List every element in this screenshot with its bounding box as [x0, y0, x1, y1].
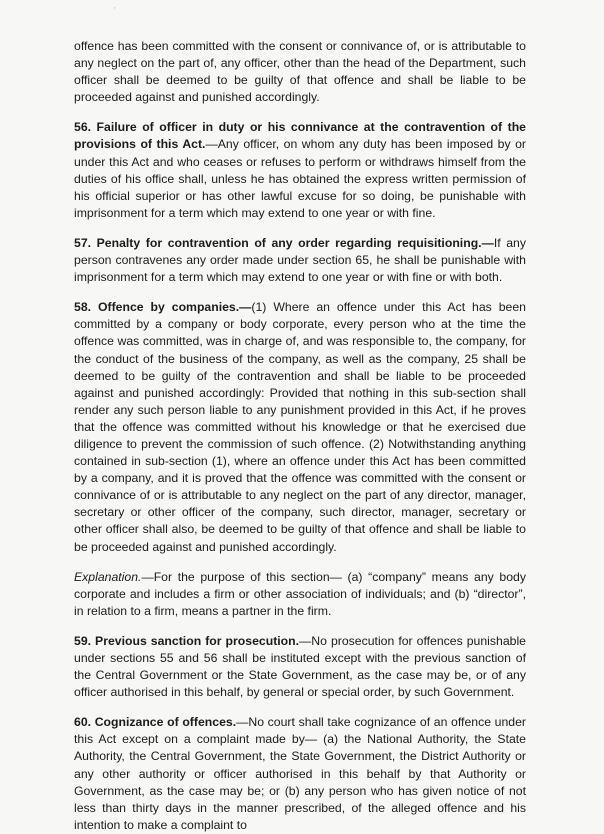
section-57	[74, 235, 526, 286]
section-body: (1) Where an offence under this Act has been committed by a company or body corporate, every person who at the time the offence was committed, was in charge of, and was responsible to, the company, for the conduct of the business of the company, as well as the company, 25 shall be deemed to be guilty of the contravention and shall be liable to be proceeded against and punished accordingly: Provided that nothing in this sub-section shall render any such person liable to any punishment provided in this Act, if he proves that the offence was committed without his knowledge or that he exercised due diligence to prevent the commission of such offence. (2) Notwithstanding anything contained in sub-section (1), where an offence under this Act has been committed by a company, and it is proved that the offence was committed with the consent or connivance of or is attributable to any neglect on the part of any director, manager, secretary or other officer of the company, such director, manager, secretary or other officer shall also, be deemed to be guilty of that offence and shall be liable to be proceeded against and punished accordingly.	[74, 300, 526, 554]
section-heading: 59. Previous sanction for prosecution.	[74, 633, 300, 648]
corner-mark: '	[114, 6, 116, 15]
section-heading: 58. Offence by companies.—	[74, 300, 252, 315]
section-heading: 60. Cognizance of offences.	[74, 715, 237, 730]
section-58	[74, 299, 526, 555]
section-body: —Any officer, on whom any duty has been imposed by or under this Act and who ceases or refuses to perform or withdraws himself from the duties of his office shall, unless he has obtained the express written permission of his official superior or has other lawful excuse for so doing, be punishable with imprisonment for a term which may extend to one year or with fine.	[74, 137, 526, 220]
explanation-paragraph	[74, 569, 526, 620]
paragraph-body: offence has been committed with the consent or connivance of, or is attributable to any neglect on the part of, any officer, other than the head of the Department, such officer shall be deemed to be guilty of that offence and shall be liable to be proceeded against and punished accordingly.	[74, 39, 526, 105]
section-heading: 56. Failure of officer in duty or his connivance at the contravention of the provisions of this Act.	[74, 120, 526, 152]
explanation-label: Explanation.	[74, 569, 142, 584]
section-60	[74, 714, 526, 834]
section-heading: 57. Penalty for contravention of any order regarding requisitioning.—	[74, 235, 494, 250]
section-59	[74, 633, 526, 701]
section-56	[74, 119, 526, 222]
section-body: —No prosecution for offences punishable under sections 55 and 56 shall be instituted except with the previous sanction of the Central Government or the State Government, as the case may be, or of any officer authorised in this behalf, by general or special order, by such Government.	[74, 633, 526, 700]
section-body: If any person contravenes any order made under section 65, he shall be punishable with imprisonment for a term which may extend to one year or with fine or with both.	[74, 235, 526, 285]
section-body: —No court shall take cognizance of an offence under this Act except on a complaint made by— (a) the National Authority, the State Authority, the Central Government, the State Government, the District Authority or any other authority or officer authorised in this behalf by that Authority or Government, as the case may be; or (b) any person who has given notice of not less than thirty days in the manner prescribed, of the alleged offence and his intention to make a complaint to	[74, 715, 527, 832]
explanation-body: —For the purpose of this section— (a) “company” means any body corporate and includes a firm or other association of individuals; and (b) “director”, in relation to a firm, means a partner in the firm.	[74, 569, 526, 618]
paragraph-continuation	[74, 38, 526, 106]
